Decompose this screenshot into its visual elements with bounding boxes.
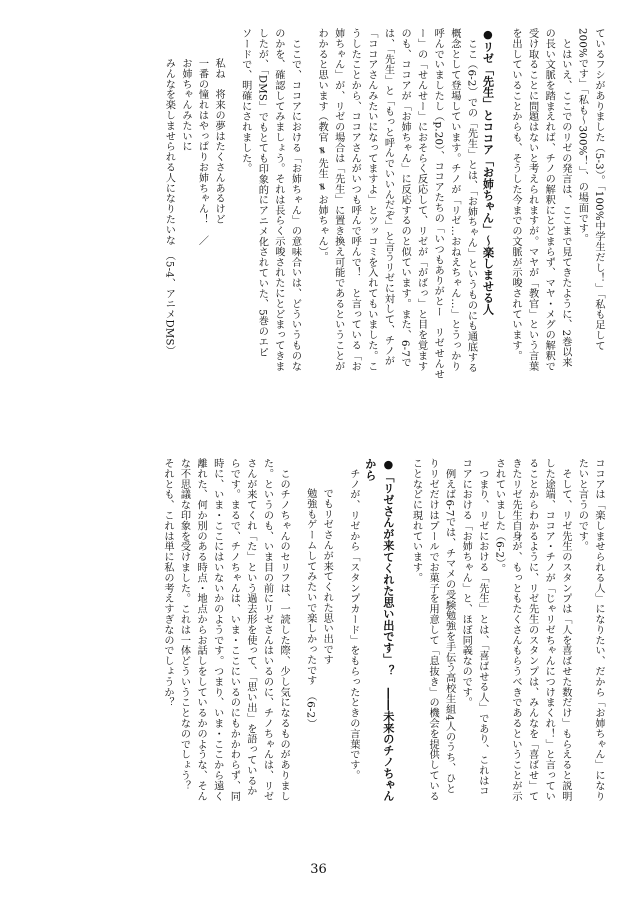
section-heading: ●リゼ「先生」とココア「お姉ちゃん」～楽しませる人 — [481, 28, 495, 315]
text-line: りリゼだけはプールでお菓子を用意して「息抜き」の機会を提供している — [427, 458, 439, 802]
text-line: 例えば6-7では、チマメの受験勉強を手伝う高校生組4人のうち、ひと — [443, 458, 455, 794]
bottom-vertical-column — [34, 458, 606, 856]
text-line: ここで、ココアにおける「お姉ちゃん」の意味合いは、どういうものな — [289, 28, 301, 372]
text-line: 離れた、何か別のある時点・地点からお話しをしているかのような、そん — [195, 458, 207, 802]
text-line: とはいえ、ここでのリゼの発言は、ここまで見てきたように、2巻以来 — [559, 28, 571, 368]
quote-line: 勉強もゲームしてみたいで楽しかったです （6-2） — [304, 488, 316, 729]
text-line: た。というのも、いま目の前にリゼさんはいるのに、チノちゃんは、リゼ — [261, 458, 273, 802]
paragraph-gap — [291, 458, 301, 468]
text-line: 時に、いま・ここにはいないかのようです。つまり、いま・ここから遠く — [211, 458, 223, 802]
text-line: した途端、ココア・チノが「じゃリゼちゃんにつけまくれ！」と言ってい — [543, 458, 555, 802]
text-line: そして、リゼ先生のスタンプは「人を喜ばせた数だけ」もらえると説明 — [559, 458, 571, 802]
text-line: 概念として登場しています。チノが「リゼ…おねえちゃん…」とうっかり — [448, 28, 460, 372]
text-line: 受け取ることに問題はないと考えられますが。マヤが「教官」という言葉 — [526, 28, 538, 372]
paragraph-gap — [496, 28, 506, 38]
text-line: さんが来てくれ「た」という過去形を使って、「思い出」を語っているか — [244, 458, 256, 797]
text-line: それとも、これは単に私の考えすぎなのでしょうか？ — [161, 458, 173, 708]
text-line: 「ココアさんみたいになってますよ」とツッコミを入れてもいました。こ — [365, 28, 377, 372]
text-line: チノが、リゼから「スタンプカード」をもらったときの言葉です。 — [347, 458, 359, 781]
text-line: は、「先生」と「もっと呼んでいいんだぞ」と言うリゼに対して、チノが — [382, 28, 394, 367]
text-line: ココアは「楽しませられる人」になりたい、だから「お姉ちゃん」になり — [593, 458, 604, 802]
text-line: ことなどに現れています。 — [410, 458, 422, 583]
page-number: 36 — [310, 862, 327, 877]
quote-line: みんなを楽しませられる人になりたいな （5-4、アニメDMS） — [163, 58, 175, 357]
text-line: このチノちゃんのセリフは、一読した際、少し気になるものがありまし — [278, 458, 290, 802]
text-line: ここ（6-2）での「先生」とは、「お姉ちゃん」というものにも通底する — [465, 28, 477, 373]
top-vertical-column — [34, 28, 606, 428]
section-heading: から — [363, 458, 377, 481]
paragraph-gap — [397, 458, 407, 468]
quote-line: 私ね 将来の夢はたくさんあるけど — [213, 58, 225, 225]
text-line: を出していることからも、そうした今までの文脈が示唆されています。 — [510, 28, 522, 361]
text-line: うしたことから、ココアさんがいつも呼んで呼んで！ と言っている「お — [349, 28, 361, 372]
text-line: きたリゼ先生自身が、もっともたくさんもらうべきであるということが示 — [510, 458, 522, 802]
bottom-text-block — [34, 458, 606, 856]
paragraph-gap — [226, 28, 236, 38]
top-text-block — [34, 28, 606, 428]
text-line: のも、ココアが「お姉ちゃん」に反応するのと似ています。また、6-7で — [399, 28, 411, 368]
text-line: ー」の「せんせー」におそらく反応して、リゼが「がばっ」と目を覚ます — [415, 28, 427, 372]
text-line: コアにおける「お姉ちゃん」と、ほぼ同義なのです。 — [460, 458, 472, 708]
text-line: つまり、リゼにおける「先生」とは、「喜ばせる人」であり、これはコ — [476, 458, 488, 797]
text-line: の長い文脈を踏まえれば、チノの解釈にとどまらず、マヤ・メグの解釈で — [543, 28, 555, 372]
text-line: ソードで、明確にされました。 — [239, 28, 251, 174]
quote-line: でもリゼさんが来てくれた思い出です — [321, 488, 333, 665]
section-heading: ●「リゼさんが来てくれた思い出です」？ ――未来のチノちゃん — [381, 458, 395, 802]
text-line: わかると思います（教官 ≠ 先生 ≠ お姉ちゃん）。 — [316, 28, 328, 263]
text-line: 姉ちゃん」が、リゼの場合は「先生」に置き換え可能であるということが — [332, 28, 344, 372]
quote-line: お姉ちゃんみたいに — [179, 58, 191, 152]
text-line: のかを、確認してみましょう。それは長らく示唆されたにとどまってきま — [272, 28, 284, 372]
paragraph-gap — [334, 458, 344, 468]
text-line: ることからわかるように、リゼ先生のスタンプは、みんなを「喜ばせ」て — [526, 458, 538, 802]
text-line: な不思議な印象を受けました。これは一体どういうことなのでしょう？ — [178, 458, 190, 791]
text-line: したが、「DMS」でもとても印象的にアニメ化されていた、5巻のエピ — [256, 28, 268, 358]
text-line: らです。まるで、チノちゃんは、いま・ここにいるのにもかかわらず、同 — [228, 458, 240, 802]
quote-line: 一番の憧れはやっぱりお姉ちゃん！ ／ — [196, 58, 208, 246]
text-line: たいと言うのです。 — [576, 458, 588, 552]
text-line: 呼んでいましたし（p.20）、ココアたちの「いつもありがとー リゼせんせ — [432, 28, 444, 380]
text-line: ているフシがありました（5-3）。「100%中学生だし！」「私も足して — [593, 28, 604, 351]
paragraph-gap — [303, 28, 313, 38]
text-line: されていました（6-2）。 — [493, 458, 505, 574]
text-line: 200%です」「私も～300%！」、の場面です。 — [576, 28, 588, 245]
